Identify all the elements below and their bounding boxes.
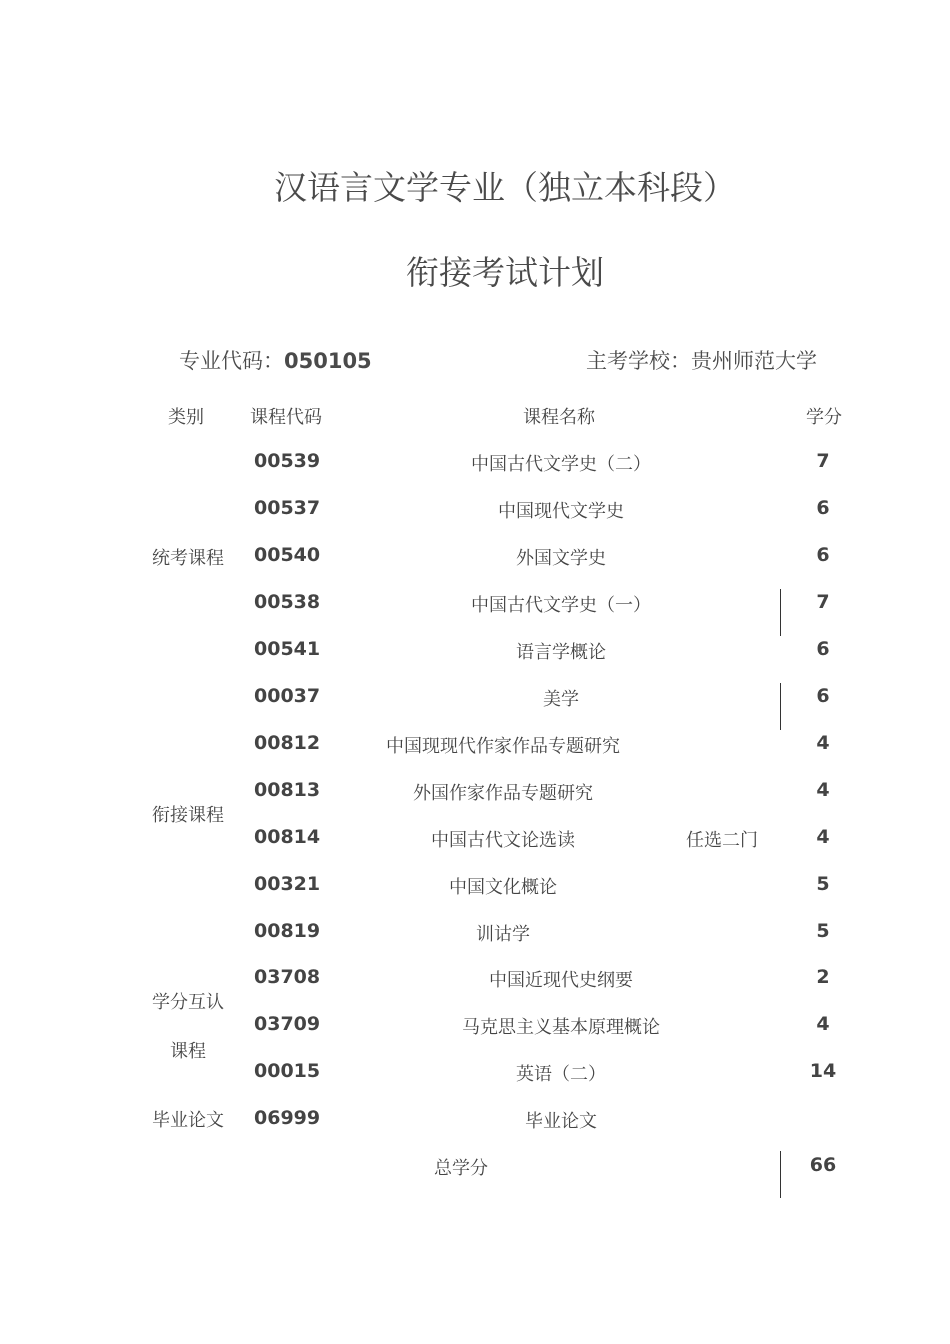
course-name: 中国现代文学史 bbox=[498, 501, 624, 522]
elective-note: 任选二门 bbox=[686, 830, 758, 851]
document-subtitle: 衔接考试计划 bbox=[406, 253, 604, 292]
course-credit: 7 bbox=[816, 450, 830, 472]
course-name: 马克思主义基本原理概论 bbox=[462, 1017, 660, 1038]
course-name: 外国作家作品专题研究 bbox=[413, 783, 593, 804]
category-unified: 统考课程 bbox=[152, 548, 224, 569]
course-code: 06999 bbox=[254, 1107, 321, 1129]
course-credit: 4 bbox=[816, 732, 830, 754]
header-category: 类别 bbox=[168, 407, 204, 428]
table-rule bbox=[780, 1151, 781, 1198]
course-code: 00541 bbox=[254, 638, 321, 660]
course-credit: 4 bbox=[816, 826, 830, 848]
course-code: 03708 bbox=[254, 966, 321, 988]
header-credit: 学分 bbox=[806, 407, 842, 428]
table-rule bbox=[780, 589, 781, 636]
category-thesis: 毕业论文 bbox=[152, 1110, 224, 1131]
course-credit: 6 bbox=[816, 685, 830, 707]
course-name: 毕业论文 bbox=[525, 1111, 597, 1132]
course-name: 训诂学 bbox=[476, 924, 530, 945]
course-code: 00538 bbox=[254, 591, 321, 613]
course-credit: 2 bbox=[816, 966, 830, 988]
course-credit: 7 bbox=[816, 591, 830, 613]
course-credit: 5 bbox=[816, 873, 830, 895]
course-code: 00814 bbox=[254, 826, 321, 848]
course-code: 00539 bbox=[254, 450, 321, 472]
course-code: 00819 bbox=[254, 920, 321, 942]
major-code-label: 专业代码： bbox=[179, 349, 284, 373]
total-label: 总学分 bbox=[434, 1158, 488, 1179]
course-code: 00540 bbox=[254, 544, 321, 566]
course-name: 中国现现代作家作品专题研究 bbox=[386, 736, 620, 757]
course-name: 中国近现代史纲要 bbox=[489, 970, 633, 991]
course-code: 00321 bbox=[254, 873, 321, 895]
course-credit: 6 bbox=[816, 544, 830, 566]
course-name: 中国古代文学史（二） bbox=[471, 454, 651, 475]
table-rule bbox=[780, 683, 781, 730]
course-name: 语言学概论 bbox=[516, 642, 606, 663]
course-credit: 4 bbox=[816, 1013, 830, 1035]
course-code: 00812 bbox=[254, 732, 321, 754]
course-code: 00015 bbox=[254, 1060, 321, 1082]
header-name: 课程名称 bbox=[523, 407, 595, 428]
course-credit: 6 bbox=[816, 638, 830, 660]
course-name: 外国文学史 bbox=[516, 548, 606, 569]
major-code-value: 050105 bbox=[284, 349, 372, 373]
course-credit: 14 bbox=[809, 1060, 837, 1082]
school-label: 主考学校： bbox=[586, 349, 691, 373]
course-name: 美学 bbox=[543, 689, 579, 710]
header-code: 课程代码 bbox=[250, 407, 322, 428]
course-name: 中国古代文论选读 bbox=[431, 830, 575, 851]
category-bridge: 衔接课程 bbox=[152, 805, 224, 826]
course-credit: 5 bbox=[816, 920, 830, 942]
major-code bbox=[179, 345, 372, 375]
course-name: 中国文化概论 bbox=[449, 877, 557, 898]
document-title: 汉语言文学专业（独立本科段） bbox=[274, 168, 736, 207]
course-code: 00537 bbox=[254, 497, 321, 519]
course-name: 中国古代文学史（一） bbox=[471, 595, 651, 616]
course-code: 00813 bbox=[254, 779, 321, 801]
course-name: 英语（二） bbox=[516, 1064, 606, 1085]
course-credit: 4 bbox=[816, 779, 830, 801]
category-mutual-line1: 学分互认 bbox=[152, 992, 224, 1013]
exam-school bbox=[586, 345, 817, 375]
category-mutual-line2: 课程 bbox=[170, 1041, 206, 1062]
course-code: 00037 bbox=[254, 685, 321, 707]
total-credit: 66 bbox=[809, 1154, 837, 1176]
course-code: 03709 bbox=[254, 1013, 321, 1035]
course-credit: 6 bbox=[816, 497, 830, 519]
school-value: 贵州师范大学 bbox=[691, 349, 817, 373]
